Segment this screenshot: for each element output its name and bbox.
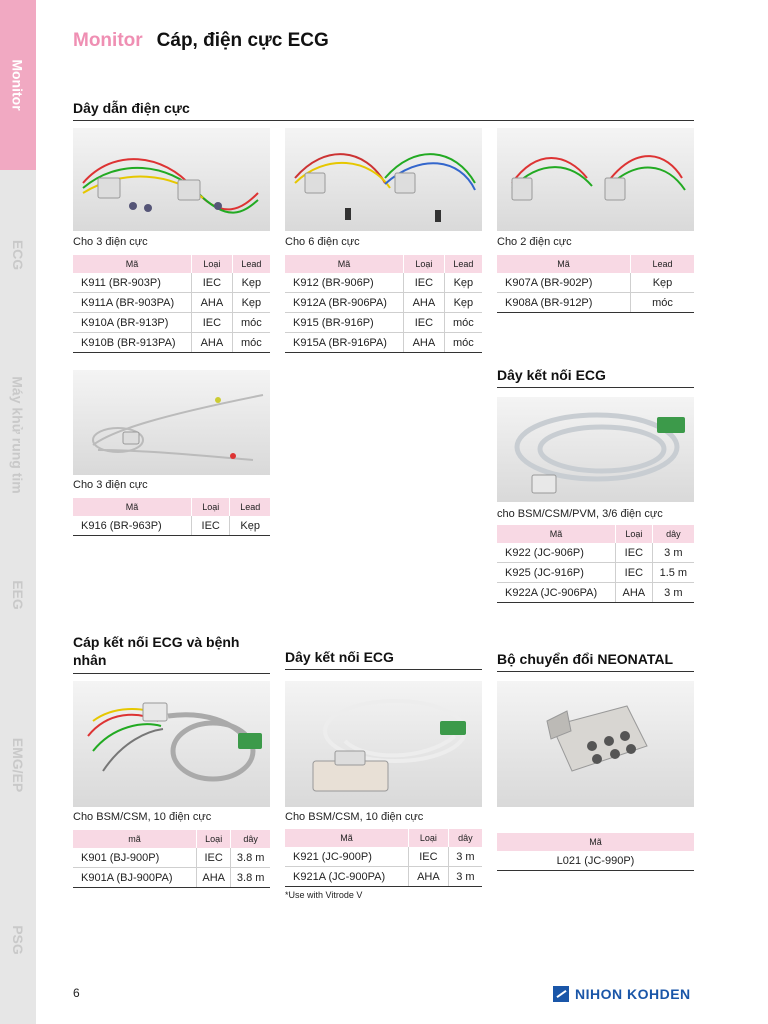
tab-defibrillator[interactable] (0, 340, 36, 530)
table-cell: IEC (197, 848, 231, 868)
tab-eeg[interactable] (0, 555, 36, 635)
table-header: mã (73, 830, 197, 848)
spec-table (73, 255, 270, 353)
spec-table (285, 255, 482, 353)
table-header: Loại (192, 255, 233, 273)
tab-label: EEG (9, 580, 26, 610)
tab-psg[interactable] (0, 905, 36, 975)
table-row (285, 847, 482, 867)
table-cell: IEC (616, 543, 653, 563)
table-row (73, 273, 270, 293)
brand-mark-icon (553, 986, 569, 1002)
photo-caption: Cho 6 điện cực (285, 236, 360, 248)
table-cell: IEC (404, 313, 445, 333)
table-row (497, 543, 694, 563)
tab-label: Máy khử rung tim (10, 376, 27, 494)
section-title-ecg-connect: Dây kết nối ECG (497, 367, 694, 388)
table-cell: K910A (BR-913P) (73, 313, 192, 333)
table-cell: Kẹp (230, 516, 270, 536)
table-cell: móc (444, 313, 482, 333)
table-cell: Kẹp (631, 273, 695, 293)
table-cell: 3.8 m (231, 848, 270, 868)
table-header: Mã (73, 255, 192, 273)
table-cell: móc (232, 333, 270, 353)
table-cell: AHA (616, 583, 653, 603)
table-cell: 3 m (448, 867, 482, 887)
table-header: dây (652, 525, 694, 543)
table-cell: AHA (192, 333, 233, 353)
spec-table (73, 498, 270, 536)
table-cell: 1.5 m (652, 563, 694, 583)
table-row (497, 563, 694, 583)
table-row (285, 867, 482, 887)
product-photo (73, 128, 270, 231)
tab-monitor[interactable] (0, 0, 36, 170)
table-row (497, 851, 694, 871)
product-photo (497, 681, 694, 807)
tab-label: Monitor (10, 59, 27, 111)
table-cell: K915A (BR-916PA) (285, 333, 404, 353)
page-header (73, 30, 329, 52)
photo-caption: Cho 2 điện cực (497, 236, 572, 248)
table-row (285, 333, 482, 353)
product-photo (285, 681, 482, 807)
section-title-lead-wires: Dây dẫn điện cực (73, 100, 694, 121)
section-title-ecg-connect: Dây kết nối ECG (285, 649, 482, 670)
tab-label: EMG/EP (10, 737, 26, 793)
table-cell: 3 m (652, 543, 694, 563)
sidebar (0, 0, 36, 1024)
table-cell: IEC (404, 273, 445, 293)
table-header: Loại (409, 829, 449, 847)
table-cell: K910B (BR-913PA) (73, 333, 192, 353)
table-row (285, 273, 482, 293)
table-cell: K901A (BJ-900PA) (73, 868, 197, 888)
table-cell: Kẹp (232, 273, 270, 293)
table-header: Mã (497, 833, 694, 851)
table-row (285, 313, 482, 333)
table-row (285, 293, 482, 313)
table-header: Lead (232, 255, 270, 273)
product-photo (73, 681, 270, 807)
table-header: dây (231, 830, 270, 848)
table-cell: IEC (616, 563, 653, 583)
spec-table (497, 833, 694, 871)
table-header: Lead (631, 255, 695, 273)
tab-emg-ep[interactable] (0, 720, 36, 810)
table-cell: K912 (BR-906P) (285, 273, 404, 293)
table-cell: K911 (BR-903P) (73, 273, 192, 293)
table-header: Lead (444, 255, 482, 273)
table-cell: AHA (404, 333, 445, 353)
table-cell: Kẹp (444, 273, 482, 293)
table-cell: 3 m (652, 583, 694, 603)
table-cell: AHA (409, 867, 449, 887)
table-row (73, 868, 270, 888)
product-photo (497, 128, 694, 231)
table-header: Mã (285, 255, 404, 273)
table-row (497, 293, 694, 313)
product-photo (73, 370, 270, 475)
table-header: Mã (497, 525, 616, 543)
table-header: Loại (404, 255, 445, 273)
spec-table (285, 829, 482, 887)
table-row (73, 313, 270, 333)
photo-caption: Cho BSM/CSM, 10 điện cực (73, 811, 212, 823)
footnote: *Use with Vitrode V (285, 890, 363, 900)
table-cell: K901 (BJ-900P) (73, 848, 197, 868)
table-header: dây (448, 829, 482, 847)
table-cell: AHA (197, 868, 231, 888)
table-cell: Kẹp (232, 293, 270, 313)
table-cell: K907A (BR-902P) (497, 273, 631, 293)
brand-name: NIHON KOHDEN (575, 986, 691, 1002)
table-row (497, 273, 694, 293)
table-cell: móc (631, 293, 695, 313)
table-cell: K921A (JC-900PA) (285, 867, 409, 887)
section-title-patient-cable: Cáp kết nối ECG và bệnh nhân (73, 633, 270, 674)
table-cell: AHA (404, 293, 445, 313)
header-category: Monitor (73, 30, 143, 51)
table-header: Loại (192, 498, 230, 516)
spec-table (73, 830, 270, 888)
product-photo (497, 397, 694, 502)
table-row (497, 583, 694, 603)
page-number: 6 (73, 986, 80, 1000)
photo-caption: Cho BSM/CSM, 10 điện cực (285, 811, 424, 823)
product-photo (285, 128, 482, 231)
tab-label: ECG (10, 239, 26, 271)
table-header: Lead (230, 498, 270, 516)
table-row (73, 333, 270, 353)
table-header: Loại (197, 830, 231, 848)
table-cell: móc (232, 313, 270, 333)
section-title-neonatal-adapter: Bộ chuyển đổi NEONATAL (497, 651, 694, 672)
table-cell: K916 (BR-963P) (73, 516, 192, 536)
tab-label: PSG (9, 925, 26, 955)
spec-table (497, 525, 694, 603)
table-cell: K922 (JC-906P) (497, 543, 616, 563)
table-cell: K908A (BR-912P) (497, 293, 631, 313)
spec-table (497, 255, 694, 313)
table-header: Mã (285, 829, 409, 847)
photo-caption: Cho 3 điện cực (73, 236, 148, 248)
table-cell: 3.8 m (231, 868, 270, 888)
table-cell: 3 m (448, 847, 482, 867)
table-header: Mã (73, 498, 192, 516)
page-title: Cáp, điện cực ECG (156, 30, 329, 51)
table-cell: K912A (BR-906PA) (285, 293, 404, 313)
table-cell: IEC (192, 516, 230, 536)
tab-ecg[interactable] (0, 205, 36, 305)
table-header: Mã (497, 255, 631, 273)
table-cell: K925 (JC-916P) (497, 563, 616, 583)
table-row (73, 293, 270, 313)
table-cell: AHA (192, 293, 233, 313)
table-row (73, 848, 270, 868)
table-cell: Kẹp (444, 293, 482, 313)
table-cell: IEC (192, 273, 233, 293)
brand-logo (553, 986, 691, 1002)
table-cell: K915 (BR-916P) (285, 313, 404, 333)
photo-caption: Cho 3 điện cực (73, 479, 148, 491)
table-cell: K921 (JC-900P) (285, 847, 409, 867)
table-header: Loại (616, 525, 653, 543)
table-cell: K911A (BR-903PA) (73, 293, 192, 313)
table-cell: IEC (409, 847, 449, 867)
table-row (73, 516, 270, 536)
table-cell: L021 (JC-990P) (497, 851, 694, 871)
photo-caption: cho BSM/CSM/PVM, 3/6 điện cực (497, 508, 663, 520)
table-cell: K922A (JC-906PA) (497, 583, 616, 603)
table-cell: móc (444, 333, 482, 353)
table-cell: IEC (192, 313, 233, 333)
